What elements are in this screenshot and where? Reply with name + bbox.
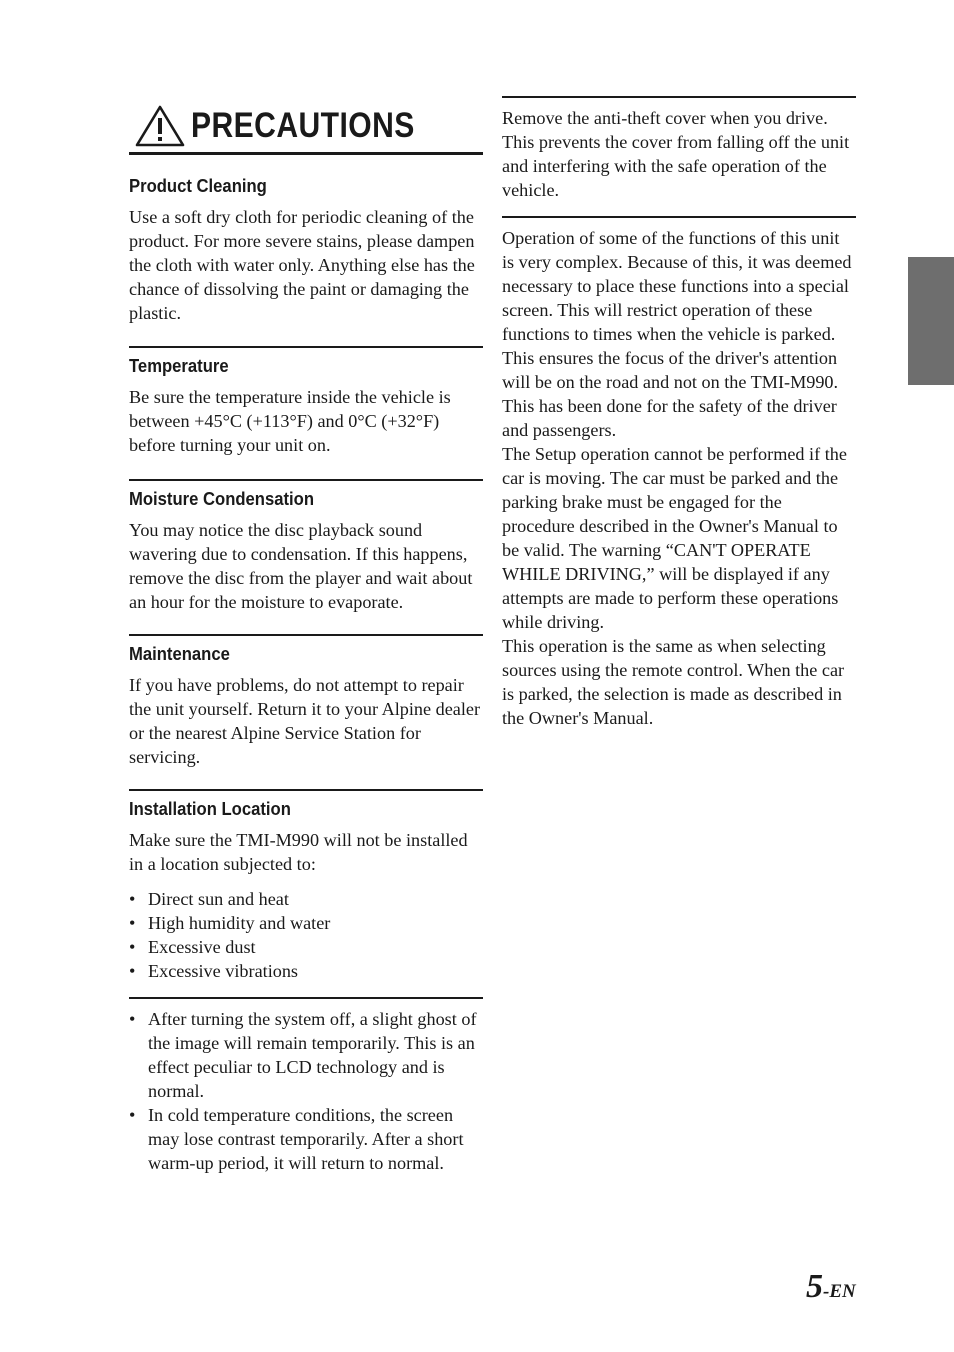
section-maintenance: [129, 634, 483, 769]
section-moisture-condensation: [129, 479, 483, 614]
bullet-glyph: •: [129, 1105, 136, 1125]
lcd-notes-list: [129, 1007, 483, 1175]
paragraph: Operation of some of the functions of this unit is very complex. Because of this, it was deemed necessary to place these functions into a special screen. This will restrict operation of these functions to times when the vehicle is parked. This ensures the focus of the driver's attention will be on the road and not on the TMI-M990. This has been done for the safety of the driver and passengers.: [502, 228, 852, 440]
bullet-glyph: •: [129, 1009, 136, 1029]
page-number-value: 5: [806, 1268, 823, 1305]
list-item: • Excessive vibrations: [129, 961, 299, 981]
divider: [502, 96, 856, 98]
operation-note: [502, 226, 856, 730]
section-product-cleaning: [129, 175, 483, 325]
title-row: [129, 100, 483, 155]
bullet-glyph: •: [129, 961, 136, 981]
section-body: Be sure the temperature inside the vehicle is between +45°C (+113°F) and 0°C (+32°F) before turning your unit on.: [129, 387, 451, 455]
left-column: [129, 100, 483, 1175]
right-column: [502, 96, 856, 730]
paragraph: This operation is the same as when selecting sources using the remote control. When the car is parked, the selection is made as described in the Owner's Manual.: [502, 636, 845, 728]
installation-conditions-list: [129, 887, 483, 983]
section-lcd-notes: [129, 997, 483, 1175]
section-tab-marker: [908, 257, 954, 385]
page-number-suffix: -EN: [823, 1281, 856, 1302]
list-item: • Direct sun and heat: [129, 889, 289, 909]
section-heading: Product Cleaning: [129, 175, 267, 196]
bullet-glyph: •: [129, 889, 136, 909]
section-body: You may notice the disc playback sound wavering due to condensation. If this happens, remove the disc from the player and wait about an hour for the moisture to evaporate.: [129, 520, 473, 612]
section-heading: Moisture Condensation: [129, 488, 315, 509]
list-item: • High humidity and water: [129, 913, 331, 933]
section-heading: Temperature: [129, 355, 229, 376]
bullet-glyph: •: [129, 937, 136, 957]
section-heading: Installation Location: [129, 798, 291, 819]
anti-theft-note: Remove the anti-theft cover when you drive. This prevents the cover from falling off the unit and interfering with the safe operation of the vehicle.: [502, 108, 850, 200]
warning-triangle-icon: [135, 105, 185, 147]
bullet-glyph: •: [129, 913, 136, 933]
section-installation-location: [129, 789, 483, 983]
divider: [502, 216, 856, 218]
section-heading: Maintenance: [129, 643, 230, 664]
section-body: Use a soft dry cloth for periodic cleaning of the product. For more severe stains, please dampen the cloth with water only. Anything else has the chance of dissolving the paint or damaging the plastic.: [129, 207, 475, 323]
page-number: [806, 1268, 856, 1306]
section-temperature: [129, 346, 483, 457]
section-body: Make sure the TMI-M990 will not be installed in a location subjected to:: [129, 830, 468, 874]
list-item: • After turning the system off, a slight ghost of the image will remain temporarily. This is an effect peculiar to LCD technology and is normal.: [129, 1009, 477, 1101]
section-body: If you have problems, do not attempt to repair the unit yourself. Return it to your Alpine dealer or the nearest Alpine Service Station for servicing.: [129, 675, 481, 767]
page-title: PRECAUTIONS: [191, 106, 415, 145]
list-item: • In cold temperature conditions, the screen may lose contrast temporarily. After a short warm-up period, it will return to normal.: [129, 1105, 464, 1173]
list-item: • Excessive dust: [129, 937, 256, 957]
paragraph: The Setup operation cannot be performed if the car is moving. The car must be parked and the parking brake must be engaged for the procedure described in the Owner's Manual to be valid. The warning “CAN'T OPERATE WHILE DRIVING,” will be displayed if any attempts are made to perform these operations while driving.: [502, 444, 847, 632]
